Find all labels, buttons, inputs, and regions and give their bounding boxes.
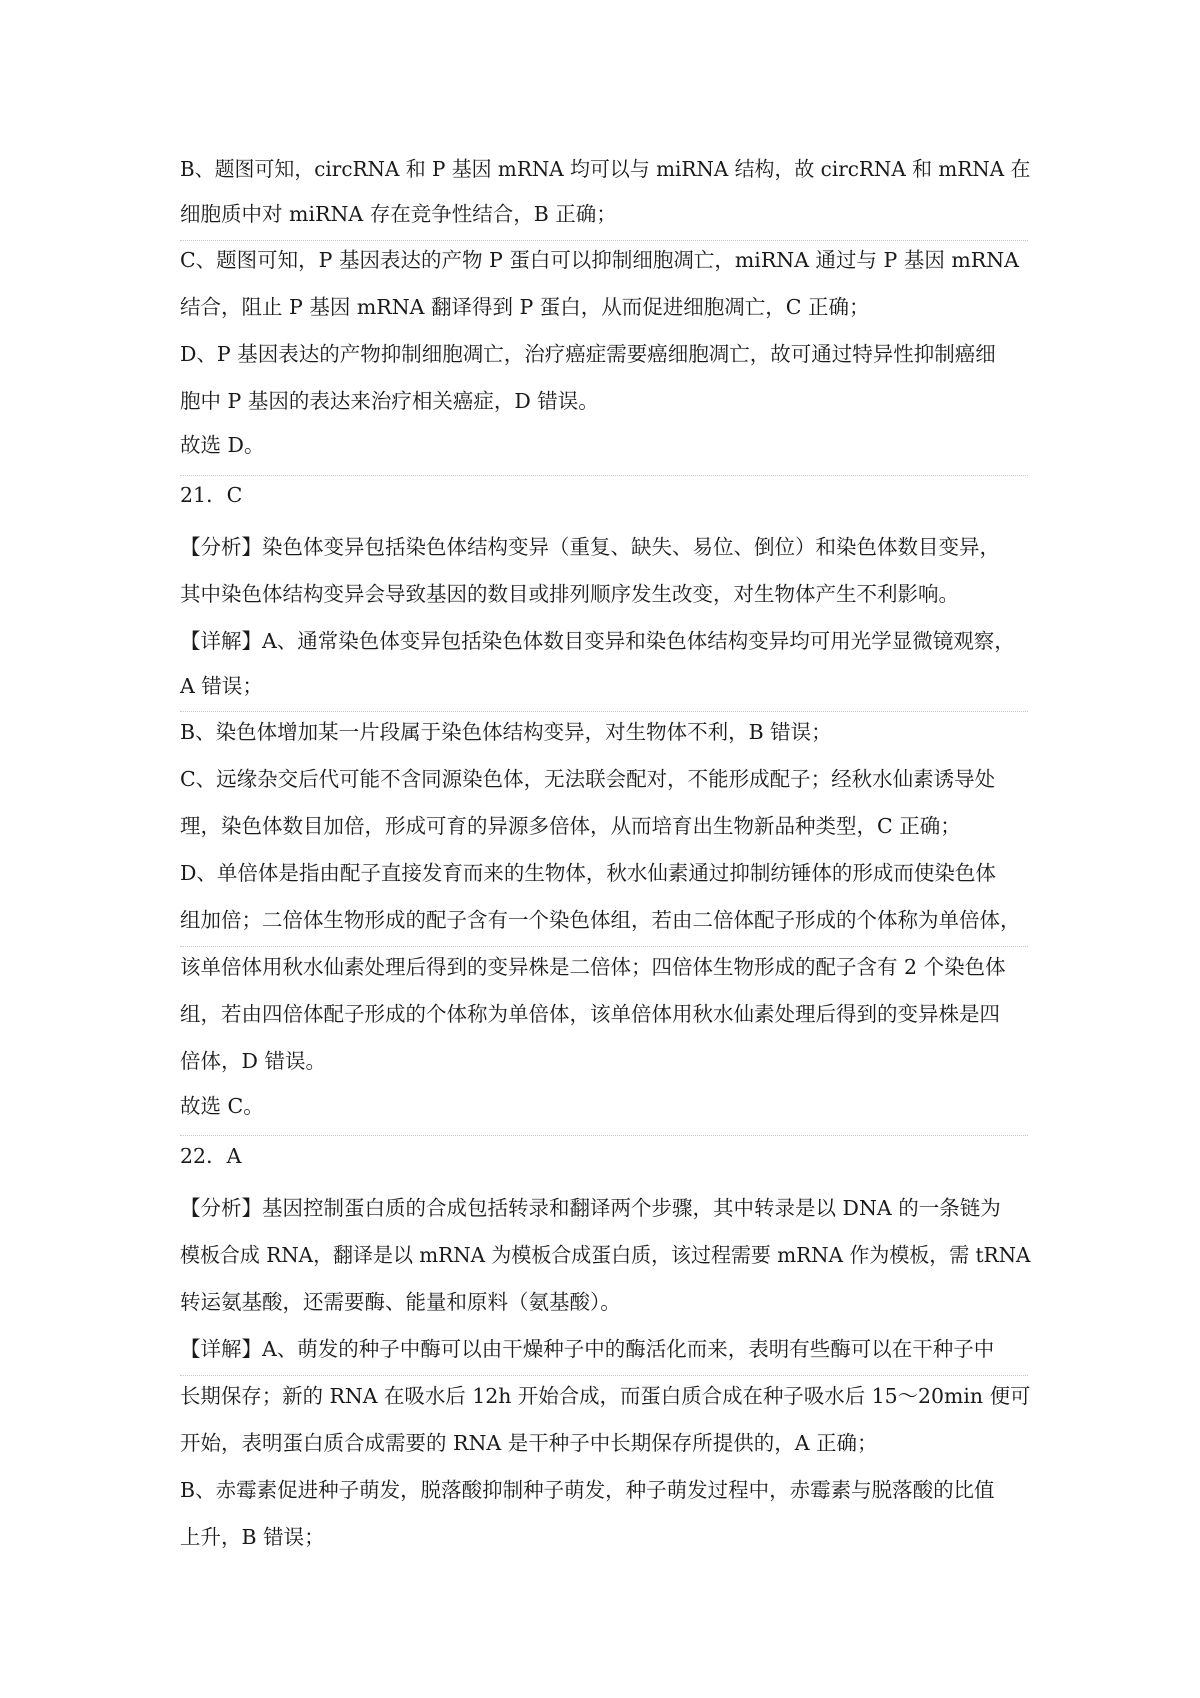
text-line: 【详解】A、萌发的种子中酶可以由干燥种子中的酶活化而来，表明有些酶可以在干种子中 (180, 1337, 995, 1361)
text-line: 故选 C。 (180, 1094, 264, 1118)
dotted-separator (180, 240, 1028, 241)
text-line: 【分析】染色体变异包括染色体结构变异（重复、缺失、易位、倒位）和染色体数目变异， (180, 535, 1000, 559)
text-line: 其中染色体结构变异会导致基因的数目或排列顺序发生改变，对生物体产生不利影响。 (180, 582, 959, 606)
dotted-separator (180, 1375, 1028, 1376)
text-line: B、题图可知，circRNA 和 P 基因 mRNA 均可以与 miRNA 结构，故 circRNA 和 mRNA 在 (180, 157, 1031, 181)
text-line: 21．C (180, 483, 243, 507)
text-line: 该单倍体用秋水仙素处理后得到的变异株是二倍体；四倍体生物形成的配子含有 2 个染色体 (180, 955, 1006, 979)
text-line: 长期保存；新的 RNA 在吸水后 12h 开始合成，而蛋白质合成在种子吸水后 15～20min 便可 (180, 1384, 1031, 1408)
text-line: 22．A (180, 1144, 242, 1168)
text-line: 倍体，D 错误。 (180, 1049, 326, 1073)
text-line: 组加倍；二倍体生物形成的配子含有一个染色体组，若由二倍体配子形成的个体称为单倍体， (180, 908, 1021, 932)
text-line: C、远缘杂交后代可能不含同源染色体，无法联会配对，不能形成配子；经秋水仙素诱导处 (180, 767, 996, 791)
text-line: 结合，阻止 P 基因 mRNA 翻译得到 P 蛋白，从而促进细胞凋亡，C 正确； (180, 295, 870, 319)
text-line: 【详解】A、通常染色体变异包括染色体数目变异和染色体结构变异均可用光学显微镜观察， (180, 629, 1015, 653)
text-line: 组，若由四倍体配子形成的个体称为单倍体，该单倍体用秋水仙素处理后得到的变异株是四 (180, 1002, 1000, 1026)
text-line: 理，染色体数目加倍，形成可育的异源多倍体，从而培育出生物新品种类型，C 正确； (180, 814, 961, 838)
text-line: 【分析】基因控制蛋白质的合成包括转录和翻译两个步骤，其中转录是以 DNA 的一条链为 (180, 1196, 1001, 1220)
text-line: B、赤霉素促进种子萌发，脱落酸抑制种子萌发，种子萌发过程中，赤霉素与脱落酸的比值 (180, 1478, 995, 1502)
text-line: 转运氨基酸，还需要酶、能量和原料（氨基酸）。 (180, 1290, 621, 1314)
text-line: 细胞质中对 miRNA 存在竞争性结合，B 正确； (180, 202, 617, 226)
text-line: 胞中 P 基因的表达来治疗相关癌症，D 错误。 (180, 389, 599, 413)
text-line: C、题图可知，P 基因表达的产物 P 蛋白可以抑制细胞凋亡，miRNA 通过与 P 基因 mRNA (180, 248, 1019, 272)
text-line: 模板合成 RNA，翻译是以 mRNA 为模板合成蛋白质，该过程需要 mRNA 作为模板，需 tRNA (180, 1243, 1031, 1267)
text-line: 上升，B 错误； (180, 1525, 325, 1549)
dotted-separator (180, 946, 1028, 947)
text-line: B、染色体增加某一片段属于染色体结构变异，对生物体不利，B 错误； (180, 720, 832, 744)
text-line: D、P 基因表达的产物抑制细胞凋亡，治疗癌症需要癌细胞凋亡，故可通过特异性抑制癌细 (180, 342, 996, 366)
dotted-separator (180, 1135, 1028, 1136)
text-line: D、单倍体是指由配子直接发育而来的生物体，秋水仙素通过抑制纺锤体的形成而使染色体 (180, 861, 996, 885)
text-line: A 错误； (180, 674, 263, 698)
text-line: 开始，表明蛋白质合成需要的 RNA 是干种子中长期保存所提供的，A 正确； (180, 1431, 878, 1455)
text-line: 故选 D。 (180, 433, 265, 457)
dotted-separator (180, 711, 1028, 712)
dotted-separator (180, 475, 1028, 476)
